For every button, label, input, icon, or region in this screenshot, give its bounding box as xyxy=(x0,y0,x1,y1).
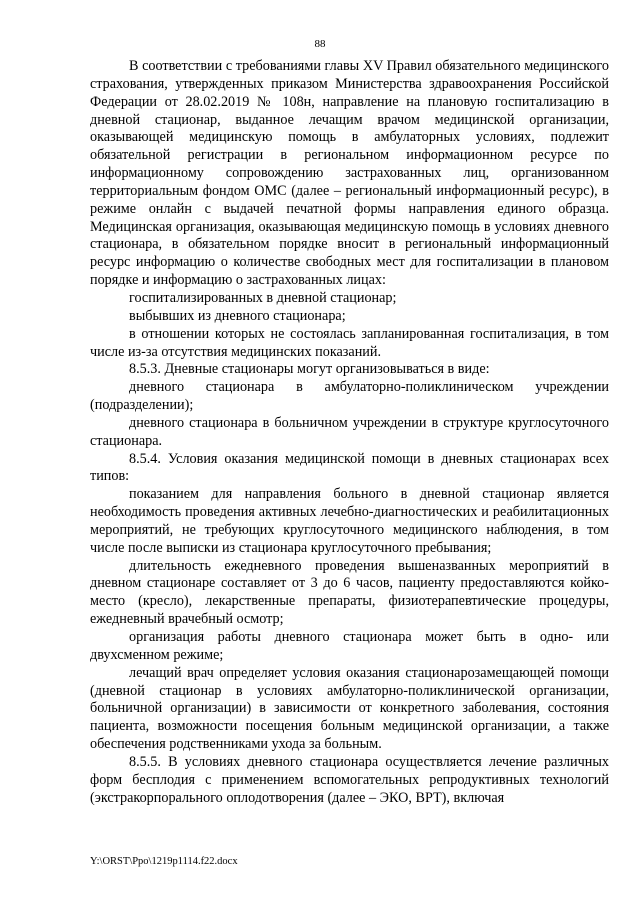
footer-file-path: Y:\ORST\Ppo\1219p1114.f22.docx xyxy=(90,856,238,867)
condition-attending-physician: лечащий врач определяет условия оказания стационарозамещающей помощи (дневной стационар в условиях амбулаторно-поликлинической организации, больничной организации) в зависимости от конкретного заболевания, состояния пациента, возможности посещения больным медицинской организации, а также обеспечения родственниками ухода за больным. xyxy=(90,664,609,753)
document-body xyxy=(90,58,609,807)
list-item-not-hospitalized: в отношении которых не состоялась запланированная госпитализация, в том числе из-за отсутствия медицинских показаний. xyxy=(90,325,609,360)
paragraph-registration: В соответствии с требованиями главы XV Правил обязательного медицинского страхования, утвержденных приказом Министерства здравоохранения Российской Федерации от 28.02.2019 № 108н, направление на плановую госпитализацию в дневной стационар, выданное лечащим врачом медицинской организации, оказывающей медицинскую помощь в амбулаторных условиях, подлежит обязательной регистрации в региональном информационном ресурсе по информационному сопровождению застрахованных лиц, организованном территориальным фондом ОМС (далее – региональный информационный ресурс), в режиме онлайн с выдачей печатной формы направления единого образца. Медицинская организация, оказывающая медицинскую помощь в условиях дневного стационара, в обязательном порядке вносит в региональный информационный ресурс информацию о количестве свободных мест для госпитализации в плановом порядке и информацию о застрахованных лицах: xyxy=(90,58,609,289)
list-item-hospitalized: госпитализированных в дневной стационар; xyxy=(129,289,397,306)
condition-shifts: организация работы дневного стационара может быть в одно- или двухсменном режиме; xyxy=(90,629,609,663)
list-item-hospital-day-hospital: дневного стационара в больничном учреждении в структуре круглосуточного стационара. xyxy=(90,414,609,449)
list-item-discharged: выбывших из дневного стационара; xyxy=(129,307,346,324)
condition-duration: длительность ежедневного проведения вышеназванных мероприятий в дневном стационаре составляет от 3 до 6 часов, пациенту предоставляются койко-место (кресло), лекарственные препараты, физиотерапевтические процедуры, ежедневный врачебный осмотр; xyxy=(90,557,609,628)
section-8-5-5-text: 8.5.5. В условиях дневного стационара осуществляется лечение различных форм бесплодия с применением вспомогательных репродуктивных технологий (экстракорпорального оплодотворения (далее – ЭКО, ВРТ), включая xyxy=(90,753,609,806)
section-8-5-4-heading: 8.5.4. Условия оказания медицинской помощи в дневных стационарах всех типов: xyxy=(90,450,609,485)
page-number: 88 xyxy=(314,38,326,50)
list-item-outpatient-day-hospital: дневного стационара в амбулаторно-поликлиническом учреждении (подразделении); xyxy=(90,379,609,414)
condition-indication: показанием для направления больного в дневной стационар является необходимость проведения активных лечебно-диагностических и реабилитационных мероприятий, не требующих круглосуточного медицинского наблюдения, в том числе после выписки из стационара круглосуточного пребывания; xyxy=(90,486,609,556)
section-8-5-3-heading: 8.5.3. Дневные стационары могут организовываться в виде: xyxy=(129,361,490,378)
